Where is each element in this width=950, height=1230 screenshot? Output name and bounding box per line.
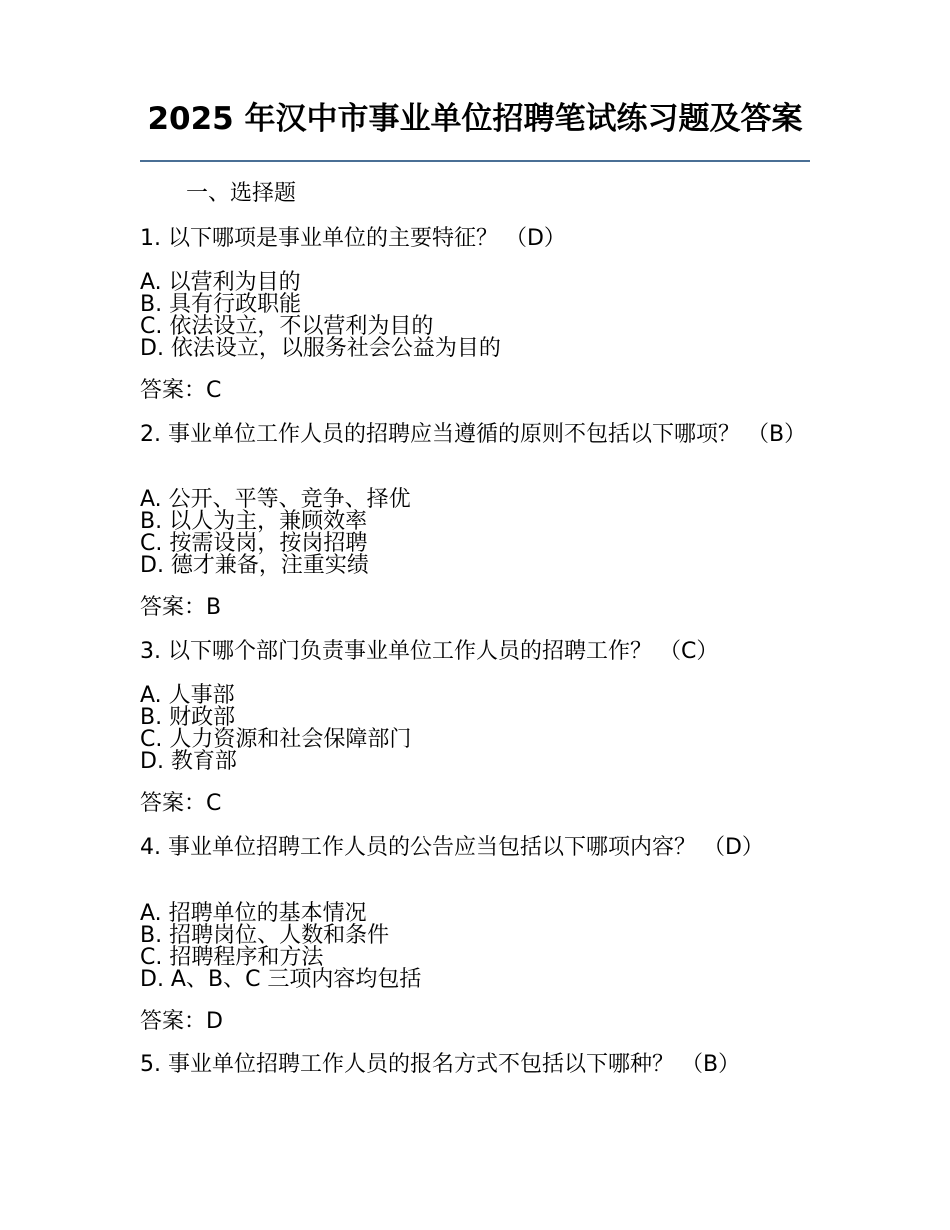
option-item: D. 德才兼备，注重实绩: [140, 553, 369, 578]
option-item: C. 按需设岗，按岗招聘: [140, 531, 368, 556]
question-stem: 4. 事业单位招聘工作人员的公告应当包括以下哪项内容？ （D）: [140, 835, 764, 860]
option-item: C. 依法设立，不以营利为目的: [140, 314, 434, 339]
option-item: B. 以人为主，兼顾效率: [140, 509, 368, 534]
option-item: A. 以营利为目的: [140, 270, 301, 295]
title-divider: [140, 160, 810, 162]
option-item: B. 招聘岗位、人数和条件: [140, 923, 390, 948]
answer-line: 答案：C: [140, 791, 222, 816]
document-title: 2025 年汉中市事业单位招聘笔试练习题及答案: [147, 101, 803, 137]
question-stem: 5. 事业单位招聘工作人员的报名方式不包括以下哪种？ （B）: [140, 1052, 741, 1077]
option-item: A. 人事部: [140, 683, 235, 708]
option-item: D. 依法设立，以服务社会公益为目的: [140, 336, 501, 361]
question-stem: 1. 以下哪项是事业单位的主要特征？ （D）: [140, 226, 566, 251]
question-stem: 3. 以下哪个部门负责事业单位工作人员的招聘工作？ （C）: [140, 639, 719, 664]
question-stem: 2. 事业单位工作人员的招聘应当遵循的原则不包括以下哪项？ （B）: [140, 422, 807, 447]
option-item: A. 公开、平等、竞争、择优: [140, 487, 411, 512]
section-heading: 一、选择题: [186, 181, 297, 206]
option-item: B. 具有行政职能: [140, 292, 302, 317]
option-item: D. A、B、C 三项内容均包括: [140, 967, 422, 992]
answer-line: 答案：B: [140, 595, 222, 620]
option-item: A. 招聘单位的基本情况: [140, 901, 367, 926]
option-item: C. 人力资源和社会保障部门: [140, 727, 412, 752]
option-item: D. 教育部: [140, 749, 237, 774]
answer-line: 答案：D: [140, 1009, 223, 1034]
answer-line: 答案：C: [140, 378, 222, 403]
option-item: B. 财政部: [140, 705, 236, 730]
option-item: C. 招聘程序和方法: [140, 945, 324, 970]
